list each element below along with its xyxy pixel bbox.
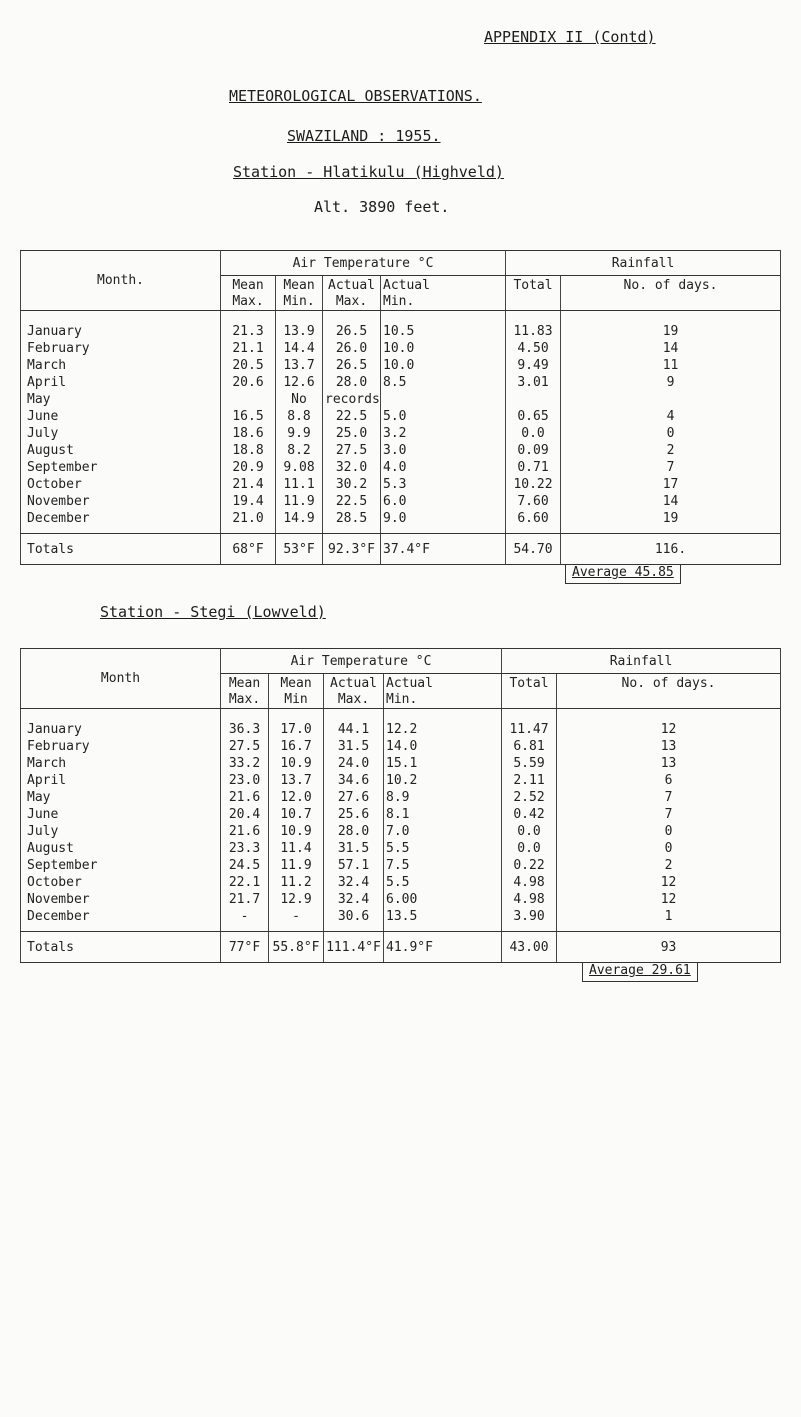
rainfall-total-cell: 7.60 (506, 493, 561, 510)
mean-max-cell: 27.5 (221, 738, 269, 755)
rain-days-cell (561, 391, 781, 408)
rainfall-total-cell: 6.60 (506, 510, 561, 534)
country-year: SWAZILAND : 1955. (287, 127, 441, 145)
total-rainfall: 43.00 (502, 932, 557, 963)
station-2-name: Station - Stegi (Lowveld) (100, 603, 326, 621)
actual-min-cell: 6.00 (384, 891, 502, 908)
month-cell: April (21, 374, 221, 391)
actual-max-cell: 57.1 (324, 857, 384, 874)
month-cell: August (21, 442, 221, 459)
table-row (21, 510, 781, 534)
actual-min-cell: 3.0 (381, 442, 506, 459)
rain-days-cell: 14 (561, 340, 781, 357)
document-title: METEOROLOGICAL OBSERVATIONS. (229, 87, 482, 105)
mean-min-cell: 8.2 (276, 442, 323, 459)
rainfall-header: Rainfall (506, 251, 781, 276)
mean-max-cell: 16.5 (221, 408, 276, 425)
mean-min-cell: No (276, 391, 323, 408)
actual-max-cell: 32.4 (324, 891, 384, 908)
table-row (21, 738, 781, 755)
mean-min-cell: 13.9 (276, 311, 323, 341)
table-row (21, 311, 781, 341)
actual-min-header: Actual Min. (384, 674, 502, 709)
totals-row (21, 932, 781, 963)
mean-max-cell: - (221, 908, 269, 932)
table-row (21, 840, 781, 857)
actual-min-cell: 10.0 (381, 340, 506, 357)
actual-min-cell: 5.0 (381, 408, 506, 425)
actual-min-cell: 8.9 (384, 789, 502, 806)
rain-days-cell: 11 (561, 357, 781, 374)
month-cell: January (21, 709, 221, 739)
month-cell: June (21, 408, 221, 425)
rain-days-cell: 1 (557, 908, 781, 932)
rainfall-total-cell: 0.65 (506, 408, 561, 425)
rainfall-header: Rainfall (502, 649, 781, 674)
actual-min-cell: 12.2 (384, 709, 502, 739)
table-row (21, 476, 781, 493)
mean-min-cell: 11.2 (269, 874, 324, 891)
month-cell: November (21, 891, 221, 908)
rainfall-total-cell: 0.42 (502, 806, 557, 823)
actual-max-cell: 32.0 (323, 459, 381, 476)
mean-max-cell: 24.5 (221, 857, 269, 874)
actual-max-cell: 25.0 (323, 425, 381, 442)
actual-max-cell: 34.6 (324, 772, 384, 789)
mean-min-cell: 16.7 (269, 738, 324, 755)
actual-min-cell: 6.0 (381, 493, 506, 510)
rain-days-cell: 12 (557, 709, 781, 739)
total-rain-days: 93 (557, 932, 781, 963)
station-1-altitude: Alt. 3890 feet. (314, 198, 450, 216)
rainfall-total-cell: 4.50 (506, 340, 561, 357)
rainfall-total-cell: 10.22 (506, 476, 561, 493)
mean-max-cell: 21.3 (221, 311, 276, 341)
mean-min-cell: 12.9 (269, 891, 324, 908)
mean-max-cell: 21.0 (221, 510, 276, 534)
actual-max-cell: 26.0 (323, 340, 381, 357)
actual-max-header: Actual Max. (324, 674, 384, 709)
actual-min-cell: 5.3 (381, 476, 506, 493)
rainfall-total-cell: 2.52 (502, 789, 557, 806)
mean-max-cell: 21.1 (221, 340, 276, 357)
rain-days-cell: 19 (561, 510, 781, 534)
table-row (21, 340, 781, 357)
mean-min-cell: 12.0 (269, 789, 324, 806)
rain-days-header: No. of days. (557, 674, 781, 709)
total-mean-max: 68°F (221, 534, 276, 565)
air-temperature-header: Air Temperature °C (221, 251, 506, 276)
mean-max-header: Mean Max. (221, 276, 276, 311)
mean-max-cell: 20.6 (221, 374, 276, 391)
mean-min-cell: 10.7 (269, 806, 324, 823)
actual-max-header: Actual Max. (323, 276, 381, 311)
mean-max-cell: 20.4 (221, 806, 269, 823)
month-cell: March (21, 755, 221, 772)
month-cell: December (21, 510, 221, 534)
rain-days-cell: 7 (557, 806, 781, 823)
actual-min-cell: 10.2 (384, 772, 502, 789)
mean-max-cell: 18.6 (221, 425, 276, 442)
rainfall-total-cell: 5.59 (502, 755, 557, 772)
total-actual-max: 92.3°F (323, 534, 381, 565)
mean-max-cell: 20.9 (221, 459, 276, 476)
rainfall-total-cell: 11.83 (506, 311, 561, 341)
table-row (21, 823, 781, 840)
table-row (21, 459, 781, 476)
rain-days-cell: 13 (557, 755, 781, 772)
mean-max-cell: 20.5 (221, 357, 276, 374)
rain-days-cell: 2 (561, 442, 781, 459)
station-2-table (20, 648, 781, 963)
total-actual-min: 37.4°F (381, 534, 506, 565)
mean-min-cell: 9.08 (276, 459, 323, 476)
rainfall-total-cell: 4.98 (502, 874, 557, 891)
table-header-row (21, 251, 781, 276)
rain-days-cell: 0 (561, 425, 781, 442)
month-cell: May (21, 391, 221, 408)
mean-min-cell: 10.9 (269, 823, 324, 840)
month-cell: July (21, 425, 221, 442)
total-actual-max: 111.4°F (324, 932, 384, 963)
actual-max-cell: 22.5 (323, 408, 381, 425)
month-cell: January (21, 311, 221, 341)
mean-min-cell: 17.0 (269, 709, 324, 739)
actual-max-cell: 28.0 (324, 823, 384, 840)
actual-max-cell: records (323, 391, 381, 408)
rain-days-cell: 2 (557, 857, 781, 874)
actual-min-cell: 7.5 (384, 857, 502, 874)
actual-min-cell: 9.0 (381, 510, 506, 534)
mean-min-cell: 14.9 (276, 510, 323, 534)
station-1-name: Station - Hlatikulu (Highveld) (233, 163, 504, 181)
actual-min-cell: 14.0 (384, 738, 502, 755)
mean-min-cell: 10.9 (269, 755, 324, 772)
table-row (21, 357, 781, 374)
mean-min-cell: - (269, 908, 324, 932)
month-cell: June (21, 806, 221, 823)
air-temperature-header: Air Temperature °C (221, 649, 502, 674)
table-row (21, 709, 781, 739)
rainfall-total-cell: 3.01 (506, 374, 561, 391)
rainfall-total-cell: 2.11 (502, 772, 557, 789)
month-cell: September (21, 857, 221, 874)
actual-min-cell: 13.5 (384, 908, 502, 932)
totals-label: Totals (21, 932, 221, 963)
mean-min-header: Mean Min (269, 674, 324, 709)
rainfall-total-cell: 6.81 (502, 738, 557, 755)
table-row (21, 772, 781, 789)
table-row (21, 806, 781, 823)
table-header-row (21, 649, 781, 674)
rain-days-cell: 12 (557, 891, 781, 908)
mean-max-cell: 21.6 (221, 823, 269, 840)
mean-max-cell: 23.0 (221, 772, 269, 789)
mean-min-cell: 14.4 (276, 340, 323, 357)
mean-max-cell: 18.8 (221, 442, 276, 459)
rain-days-header: No. of days. (561, 276, 781, 311)
rain-days-cell: 9 (561, 374, 781, 391)
mean-min-cell: 11.4 (269, 840, 324, 857)
rain-days-cell: 0 (557, 823, 781, 840)
actual-min-cell (381, 391, 506, 408)
mean-min-cell: 8.8 (276, 408, 323, 425)
actual-max-cell: 30.2 (323, 476, 381, 493)
station-1-table (20, 250, 781, 565)
table-row (21, 857, 781, 874)
actual-max-cell: 31.5 (324, 840, 384, 857)
rain-days-cell: 12 (557, 874, 781, 891)
actual-max-cell: 27.6 (324, 789, 384, 806)
table-row (21, 493, 781, 510)
total-actual-min: 41.9°F (384, 932, 502, 963)
rainfall-total-cell: 0.0 (502, 840, 557, 857)
rainfall-total-cell: 0.22 (502, 857, 557, 874)
station-1-average: Average 45.85 (565, 565, 681, 584)
actual-max-cell: 26.5 (323, 311, 381, 341)
table-row (21, 425, 781, 442)
mean-min-header: Mean Min. (276, 276, 323, 311)
rainfall-total-cell: 3.90 (502, 908, 557, 932)
month-cell: July (21, 823, 221, 840)
month-cell: October (21, 476, 221, 493)
mean-max-cell: 21.6 (221, 789, 269, 806)
month-cell: February (21, 738, 221, 755)
actual-max-cell: 31.5 (324, 738, 384, 755)
month-cell: August (21, 840, 221, 857)
mean-min-cell: 13.7 (269, 772, 324, 789)
table-row (21, 755, 781, 772)
totals-label: Totals (21, 534, 221, 565)
rain-days-cell: 13 (557, 738, 781, 755)
mean-max-cell (221, 391, 276, 408)
month-cell: May (21, 789, 221, 806)
month-cell: March (21, 357, 221, 374)
actual-max-cell: 25.6 (324, 806, 384, 823)
rainfall-total-cell: 0.71 (506, 459, 561, 476)
actual-min-cell: 7.0 (384, 823, 502, 840)
actual-max-cell: 44.1 (324, 709, 384, 739)
mean-min-cell: 12.6 (276, 374, 323, 391)
rainfall-total-cell: 0.09 (506, 442, 561, 459)
total-rainfall: 54.70 (506, 534, 561, 565)
actual-min-cell: 8.5 (381, 374, 506, 391)
table-row (21, 891, 781, 908)
mean-max-cell: 21.7 (221, 891, 269, 908)
rain-days-cell: 7 (561, 459, 781, 476)
month-cell: December (21, 908, 221, 932)
rainfall-total-cell (506, 391, 561, 408)
rain-days-cell: 0 (557, 840, 781, 857)
mean-max-cell: 23.3 (221, 840, 269, 857)
table-row (21, 391, 781, 408)
mean-min-cell: 11.9 (269, 857, 324, 874)
actual-max-cell: 24.0 (324, 755, 384, 772)
month-column-header: Month. (21, 251, 221, 311)
actual-max-cell: 28.0 (323, 374, 381, 391)
actual-min-cell: 5.5 (384, 874, 502, 891)
rain-days-cell: 4 (561, 408, 781, 425)
total-mean-max: 77°F (221, 932, 269, 963)
mean-max-cell: 22.1 (221, 874, 269, 891)
actual-min-cell: 8.1 (384, 806, 502, 823)
actual-min-header: Actual Min. (381, 276, 506, 311)
rain-days-cell: 14 (561, 493, 781, 510)
total-mean-min: 53°F (276, 534, 323, 565)
month-cell: February (21, 340, 221, 357)
appendix-heading: APPENDIX II (Contd) (484, 28, 656, 46)
mean-min-cell: 11.9 (276, 493, 323, 510)
mean-min-cell: 11.1 (276, 476, 323, 493)
rain-days-cell: 17 (561, 476, 781, 493)
mean-max-cell: 33.2 (221, 755, 269, 772)
month-cell: September (21, 459, 221, 476)
rainfall-total-cell: 11.47 (502, 709, 557, 739)
mean-max-cell: 21.4 (221, 476, 276, 493)
total-rain-days: 116. (561, 534, 781, 565)
actual-min-cell: 10.5 (381, 311, 506, 341)
table-row (21, 408, 781, 425)
rainfall-total-cell: 9.49 (506, 357, 561, 374)
rainfall-total-header: Total (506, 276, 561, 311)
rain-days-cell: 19 (561, 311, 781, 341)
mean-max-cell: 19.4 (221, 493, 276, 510)
rainfall-total-cell: 4.98 (502, 891, 557, 908)
actual-min-cell: 3.2 (381, 425, 506, 442)
actual-min-cell: 4.0 (381, 459, 506, 476)
actual-min-cell: 15.1 (384, 755, 502, 772)
mean-max-header: Mean Max. (221, 674, 269, 709)
month-cell: April (21, 772, 221, 789)
table-row (21, 874, 781, 891)
mean-min-cell: 13.7 (276, 357, 323, 374)
month-cell: October (21, 874, 221, 891)
mean-min-cell: 9.9 (276, 425, 323, 442)
actual-max-cell: 27.5 (323, 442, 381, 459)
totals-row (21, 534, 781, 565)
total-mean-min: 55.8°F (269, 932, 324, 963)
station-2-average: Average 29.61 (582, 963, 698, 982)
rainfall-total-cell: 0.0 (506, 425, 561, 442)
actual-min-cell: 5.5 (384, 840, 502, 857)
table-row (21, 789, 781, 806)
mean-max-cell: 36.3 (221, 709, 269, 739)
rain-days-cell: 7 (557, 789, 781, 806)
rain-days-cell: 6 (557, 772, 781, 789)
actual-max-cell: 28.5 (323, 510, 381, 534)
month-cell: November (21, 493, 221, 510)
table-row (21, 908, 781, 932)
month-column-header: Month (21, 649, 221, 709)
actual-max-cell: 22.5 (323, 493, 381, 510)
actual-max-cell: 32.4 (324, 874, 384, 891)
rainfall-total-cell: 0.0 (502, 823, 557, 840)
table-row (21, 442, 781, 459)
table-row (21, 374, 781, 391)
actual-max-cell: 26.5 (323, 357, 381, 374)
actual-max-cell: 30.6 (324, 908, 384, 932)
rainfall-total-header: Total (502, 674, 557, 709)
actual-min-cell: 10.0 (381, 357, 506, 374)
